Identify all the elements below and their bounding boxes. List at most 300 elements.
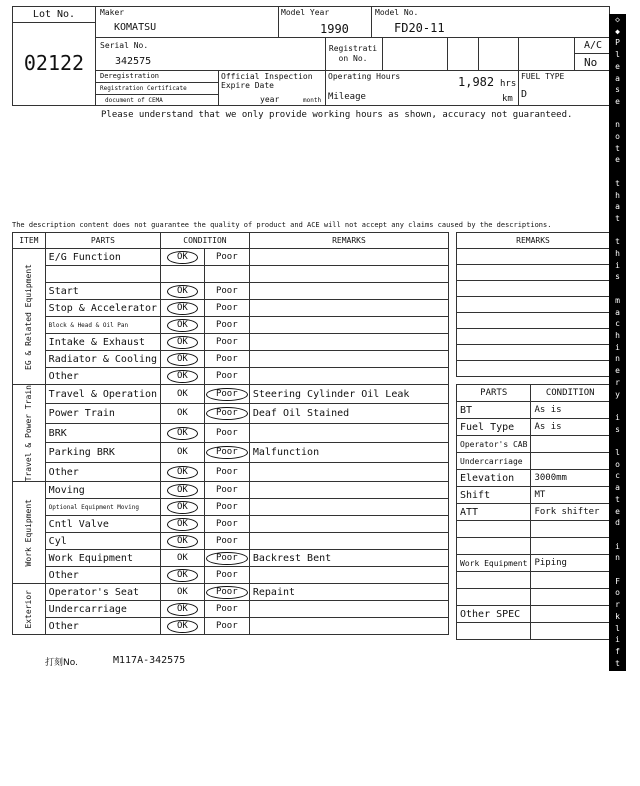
part-name: Parking BRK xyxy=(45,443,160,462)
item-header: ITEM xyxy=(13,233,46,249)
ok-mark: OK xyxy=(176,447,188,458)
table-row xyxy=(13,443,449,462)
poor-mark: Poor xyxy=(215,427,238,438)
remark-text xyxy=(249,266,448,283)
stamp-value: M117A-342575 xyxy=(113,655,186,666)
sidebar-char: r xyxy=(615,705,620,715)
sidebar-char: P xyxy=(615,682,620,692)
side-remarks-header: REMARKS xyxy=(457,233,610,249)
sidebar-char: a xyxy=(615,73,620,83)
side-condition-value xyxy=(531,572,610,589)
side-condition-value xyxy=(531,453,610,470)
remark-text xyxy=(249,351,448,368)
lot-box xyxy=(12,6,96,106)
sidebar-char: r xyxy=(615,377,620,387)
sidebar-char: ◆ xyxy=(615,26,620,36)
sidebar-char: e xyxy=(615,366,620,376)
ok-mark: OK xyxy=(167,518,198,531)
mileage-label: Mileage xyxy=(328,92,366,102)
ok-mark: OK xyxy=(176,388,188,399)
sidebar-char: n xyxy=(615,553,620,563)
ok-mark: OK xyxy=(167,569,198,582)
side-condition-value xyxy=(531,538,610,555)
side-condition-value: Fork shifter xyxy=(531,504,610,521)
poor-mark: Poor xyxy=(206,586,248,599)
sidebar-char: k xyxy=(615,717,620,727)
serial-value: 342575 xyxy=(115,56,152,67)
poor-mark: Poor xyxy=(206,388,248,401)
ok-mark: OK xyxy=(167,251,198,264)
remark-text xyxy=(249,601,448,618)
ok-mark: OK xyxy=(176,408,188,419)
poor-mark: Poor xyxy=(215,620,238,631)
table-row xyxy=(13,385,449,404)
remark-text: Backrest Bent xyxy=(249,550,448,567)
part-name: Travel & Operation xyxy=(45,385,160,404)
condition-poor xyxy=(204,443,249,462)
side-part-name: Elevation xyxy=(457,470,531,487)
poor-mark: Poor xyxy=(215,603,238,614)
sidebar-char: e xyxy=(615,506,620,516)
condition-ok xyxy=(161,499,205,516)
item-group-text: Work Equipment xyxy=(24,499,34,567)
part-name: Radiator & Cooling xyxy=(45,351,160,368)
remark-text xyxy=(249,482,448,499)
side-part-name: BT xyxy=(457,402,531,419)
sidebar-char: k xyxy=(615,611,620,621)
poor-mark: Poor xyxy=(206,446,248,459)
condition-poor xyxy=(204,584,249,601)
ok-mark: OK xyxy=(167,620,198,633)
side-row xyxy=(457,521,610,538)
sidebar-char: o xyxy=(615,459,620,469)
sidebar-char: c xyxy=(615,319,620,329)
sidebar-char: i xyxy=(615,541,620,551)
table-row xyxy=(13,300,449,317)
remark-text xyxy=(249,516,448,533)
table-row xyxy=(13,533,449,550)
remark-text: Steering Cylinder Oil Leak xyxy=(249,385,448,404)
condition-ok xyxy=(161,351,205,368)
model-no-value: FD20-11 xyxy=(394,21,445,35)
maker-value: KOMATSU xyxy=(114,22,157,33)
sidebar-char: t xyxy=(615,237,620,247)
remark-text xyxy=(249,423,448,442)
ok-mark: OK xyxy=(167,535,198,548)
poor-mark: Poor xyxy=(215,535,238,546)
poor-mark: Poor xyxy=(215,370,238,381)
remark-text xyxy=(249,334,448,351)
sidebar-char: o xyxy=(615,132,620,142)
side-condition-value xyxy=(531,623,610,640)
condition-poor xyxy=(204,385,249,404)
condition-ok xyxy=(161,300,205,317)
side-condition-value: As is xyxy=(531,419,610,436)
year-label: year xyxy=(260,95,280,104)
document-cema-label: document of CEMA xyxy=(105,97,163,104)
side-part-name: Operator's CAB xyxy=(457,436,531,453)
part-name: Intake & Exhaust xyxy=(45,334,160,351)
sidebar-char: i xyxy=(615,412,620,422)
side-parts-body xyxy=(457,402,610,640)
side-row xyxy=(457,555,610,572)
remark-text xyxy=(249,283,448,300)
ok-mark: OK xyxy=(167,370,198,383)
side-part-name: Other SPEC xyxy=(457,606,531,623)
condition-ok xyxy=(161,462,205,482)
side-part-name xyxy=(457,623,531,640)
maker-label: Maker xyxy=(100,8,125,17)
disclaimer-text: The description content does not guarantee the quality of product and ACE will not accept any claims caused by the descriptions. xyxy=(12,221,552,229)
table-row xyxy=(13,482,449,499)
condition-poor xyxy=(204,368,249,385)
table-row xyxy=(13,404,449,423)
sidebar-char: F xyxy=(615,576,620,586)
item-group-label xyxy=(13,482,46,584)
side-row xyxy=(457,623,610,640)
ok-mark: OK xyxy=(167,285,198,298)
part-name: Optional Equipment Moving xyxy=(45,499,160,516)
model-year-label: Model Year xyxy=(281,8,330,17)
sidebar-char xyxy=(609,435,626,447)
sidebar-char xyxy=(609,225,626,237)
lot-number: 02122 xyxy=(23,51,85,75)
condition-poor xyxy=(204,351,249,368)
sidebar-char: s xyxy=(615,85,620,95)
lot-label: Lot No. xyxy=(32,9,76,20)
sidebar-char: t xyxy=(615,143,620,153)
condition-ok xyxy=(161,584,205,601)
table-row xyxy=(13,266,449,283)
side-condition-value xyxy=(531,606,610,623)
condition-ok xyxy=(161,266,205,283)
inspection-label: Official Inspection Expire Date xyxy=(221,72,313,90)
sidebar-char xyxy=(609,166,626,178)
sidebar-char xyxy=(609,529,626,541)
parts-header: PARTS xyxy=(45,233,160,249)
poor-mark: Poor xyxy=(215,251,238,262)
condition-poor xyxy=(204,462,249,482)
sidebar-char xyxy=(609,400,626,412)
table-row xyxy=(13,283,449,300)
item-group-label xyxy=(13,249,46,385)
item-group-text: Exterior xyxy=(24,590,34,629)
side-part-name xyxy=(457,538,531,555)
item-group-label xyxy=(13,385,46,482)
side-part-name xyxy=(457,589,531,606)
condition-ok xyxy=(161,317,205,334)
condition-ok xyxy=(161,385,205,404)
ok-mark: OK xyxy=(176,586,188,597)
condition-poor xyxy=(204,567,249,584)
side-parts-table xyxy=(456,384,610,640)
sidebar-char: d xyxy=(615,518,620,528)
side-condition-value: MT xyxy=(531,487,610,504)
sidebar-char: ◆ xyxy=(615,764,620,773)
remark-text: Deaf Oil Stained xyxy=(249,404,448,423)
condition-ok xyxy=(161,283,205,300)
hrs-unit: hrs xyxy=(500,79,517,89)
side-row xyxy=(457,436,610,453)
condition-poor xyxy=(204,266,249,283)
part-name: Other xyxy=(45,462,160,482)
side-part-name: Shift xyxy=(457,487,531,504)
sidebar-char: m xyxy=(615,295,620,305)
stamp-label: 打刻No. xyxy=(45,658,78,668)
table-row xyxy=(13,550,449,567)
side-remarks-table xyxy=(456,232,610,377)
condition-poor xyxy=(204,601,249,618)
side-row xyxy=(457,453,610,470)
notice-text: Please understand that we only provide working hours as shown, accuracy not guaranteed. xyxy=(101,110,573,120)
item-group-label xyxy=(13,584,46,635)
sidebar-char xyxy=(609,108,626,120)
remark-text xyxy=(249,618,448,635)
model-year-value: 1990 xyxy=(320,22,349,36)
part-name: Work Equipment xyxy=(45,550,160,567)
deregistration-label: Deregistration xyxy=(100,72,160,80)
registration-certificate-label: Registration Certificate xyxy=(100,85,187,92)
condition-poor xyxy=(204,300,249,317)
sidebar-char: t xyxy=(615,178,620,188)
serial-label: Serial No. xyxy=(100,41,149,50)
condition-ok xyxy=(161,404,205,423)
side-row xyxy=(457,606,610,623)
side-condition-value xyxy=(531,521,610,538)
part-name: BRK xyxy=(45,423,160,442)
poor-mark: Poor xyxy=(215,569,238,580)
registration-label: Registrati on No. xyxy=(328,44,378,63)
side-row xyxy=(457,504,610,521)
poor-mark: Poor xyxy=(206,552,248,565)
table-row xyxy=(13,499,449,516)
sidebar-char: s xyxy=(615,424,620,434)
poor-mark: Poor xyxy=(215,285,238,296)
condition-poor xyxy=(204,618,249,635)
table-row xyxy=(13,423,449,442)
condition-ok xyxy=(161,249,205,266)
condition-ok xyxy=(161,482,205,499)
sidebar-char: a xyxy=(615,693,620,703)
sidebar-char: ◇ xyxy=(615,15,620,24)
condition-poor xyxy=(204,249,249,266)
table-row xyxy=(13,618,449,635)
poor-mark: Poor xyxy=(215,518,238,529)
condition-poor xyxy=(204,423,249,442)
condition-poor xyxy=(204,334,249,351)
sidebar-char: e xyxy=(615,96,620,106)
poor-mark: Poor xyxy=(215,302,238,313)
sidebar-char: e xyxy=(615,155,620,165)
sidebar-char: a xyxy=(615,307,620,317)
sidebar-char: g xyxy=(615,752,620,762)
sidebar-char: a xyxy=(615,202,620,212)
side-parts-header: PARTS xyxy=(457,385,531,402)
sidebar-char: ◇ xyxy=(615,775,620,785)
poor-mark: Poor xyxy=(215,319,238,330)
condition-poor xyxy=(204,482,249,499)
part-name: Other xyxy=(45,618,160,635)
side-row xyxy=(457,402,610,419)
km-unit: km xyxy=(502,94,513,104)
part-name: Other xyxy=(45,567,160,584)
poor-mark: Poor xyxy=(215,336,238,347)
sidebar-char: h xyxy=(615,330,620,340)
operating-hours-value: 1,982 xyxy=(458,75,495,89)
side-part-name: Work Equipment xyxy=(457,555,531,572)
side-condition-header: CONDITION xyxy=(531,385,610,402)
condition-ok xyxy=(161,516,205,533)
remark-text xyxy=(249,462,448,482)
fuel-type-label: FUEL TYPE xyxy=(521,72,565,81)
remark-text xyxy=(249,499,448,516)
ok-mark: OK xyxy=(167,501,198,514)
sidebar-char: l xyxy=(615,50,620,60)
remark-text xyxy=(249,249,448,266)
sidebar-char xyxy=(609,283,626,295)
month-label: month xyxy=(303,97,322,104)
sidebar-char: i xyxy=(615,342,620,352)
side-row xyxy=(457,470,610,487)
side-part-name: Undercarriage xyxy=(457,453,531,470)
ok-mark: OK xyxy=(167,319,198,332)
condition-ok xyxy=(161,443,205,462)
condition-poor xyxy=(204,283,249,300)
remark-text xyxy=(249,533,448,550)
part-name: Block & Head & Oil Pan xyxy=(45,317,160,334)
sidebar-char: a xyxy=(615,483,620,493)
side-condition-value: 3000mm xyxy=(531,470,610,487)
condition-poor xyxy=(204,317,249,334)
condition-ok xyxy=(161,368,205,385)
side-row xyxy=(457,538,610,555)
sidebar-char: f xyxy=(615,646,620,656)
sidebar-char: e xyxy=(615,61,620,71)
table-row xyxy=(13,584,449,601)
part-name: E/G Function xyxy=(45,249,160,266)
remark-text xyxy=(249,317,448,334)
part-name: Undercarriage xyxy=(45,601,160,618)
item-group-text: Travel & Power Train xyxy=(24,385,34,482)
ok-mark: OK xyxy=(167,427,198,440)
remark-text xyxy=(249,567,448,584)
condition-ok xyxy=(161,533,205,550)
remark-text xyxy=(249,300,448,317)
part-name: Other xyxy=(45,368,160,385)
side-row xyxy=(457,589,610,606)
condition-header: CONDITION xyxy=(161,233,250,249)
sidebar-char: o xyxy=(615,588,620,598)
table-row xyxy=(13,249,449,266)
table-row xyxy=(13,317,449,334)
condition-poor xyxy=(204,550,249,567)
poor-mark: Poor xyxy=(215,484,238,495)
table-row xyxy=(13,351,449,368)
sidebar-char: l xyxy=(615,623,620,633)
side-row xyxy=(457,572,610,589)
ok-mark: OK xyxy=(167,484,198,497)
side-part-name xyxy=(457,572,531,589)
table-row xyxy=(13,601,449,618)
side-condition-value: Piping xyxy=(531,555,610,572)
condition-poor xyxy=(204,533,249,550)
side-part-name xyxy=(457,521,531,538)
part-name: Power Train xyxy=(45,404,160,423)
condition-ok xyxy=(161,550,205,567)
item-group-text: EG & Related Equipment xyxy=(24,263,34,370)
condition-ok xyxy=(161,567,205,584)
remarks-header: REMARKS xyxy=(249,233,448,249)
side-part-name: Fuel Type xyxy=(457,419,531,436)
inspection-table xyxy=(12,232,449,635)
sidebar-char: s xyxy=(615,272,620,282)
sidebar-char: t xyxy=(615,494,620,504)
sidebar-char: n xyxy=(615,740,620,750)
condition-ok xyxy=(161,334,205,351)
table-row xyxy=(13,567,449,584)
condition-poor xyxy=(204,516,249,533)
part-name: Cntl Valve xyxy=(45,516,160,533)
ok-mark: OK xyxy=(167,603,198,616)
sidebar-char: i xyxy=(615,728,620,738)
operating-hours-label: Operating Hours xyxy=(328,72,401,81)
table-row xyxy=(13,334,449,351)
ok-mark: OK xyxy=(167,353,198,366)
condition-poor xyxy=(204,499,249,516)
ac-label: A/C xyxy=(584,40,603,51)
sidebar-char: t xyxy=(615,213,620,223)
ok-mark: OK xyxy=(176,552,188,563)
table-row xyxy=(13,462,449,482)
side-condition-value xyxy=(531,436,610,453)
sidebar-char: h xyxy=(615,190,620,200)
ok-mark: OK xyxy=(167,466,198,479)
location-note-sidebar xyxy=(609,14,626,785)
poor-mark: Poor xyxy=(215,501,238,512)
fuel-type-value: D xyxy=(521,89,528,100)
sidebar-char: n xyxy=(615,354,620,364)
side-row xyxy=(457,419,610,436)
remark-text: Malfunction xyxy=(249,443,448,462)
sidebar-char: y xyxy=(615,389,620,399)
poor-mark: Poor xyxy=(215,353,238,364)
model-no-label: Model No. xyxy=(375,8,419,17)
poor-mark: Poor xyxy=(215,466,238,477)
sidebar-char: P xyxy=(615,38,620,48)
condition-ok xyxy=(161,423,205,442)
sidebar-char: h xyxy=(615,249,620,259)
sidebar-char: l xyxy=(615,448,620,458)
condition-poor xyxy=(204,404,249,423)
poor-mark: Poor xyxy=(206,407,248,420)
part-name: Stop & Accelerator xyxy=(45,300,160,317)
part-name: Operator's Seat xyxy=(45,584,160,601)
part-name: Start xyxy=(45,283,160,300)
ac-value: No xyxy=(584,56,598,69)
side-condition-value xyxy=(531,589,610,606)
sidebar-char: r xyxy=(615,600,620,610)
sidebar-char: n xyxy=(615,120,620,130)
ok-mark: OK xyxy=(167,336,198,349)
sidebar-char: i xyxy=(615,635,620,645)
sidebar-char: c xyxy=(615,471,620,481)
part-name: Cyl xyxy=(45,533,160,550)
side-part-name: ATT xyxy=(457,504,531,521)
remark-text: Repaint xyxy=(249,584,448,601)
table-row xyxy=(13,368,449,385)
sidebar-char: t xyxy=(615,658,620,668)
condition-ok xyxy=(161,618,205,635)
